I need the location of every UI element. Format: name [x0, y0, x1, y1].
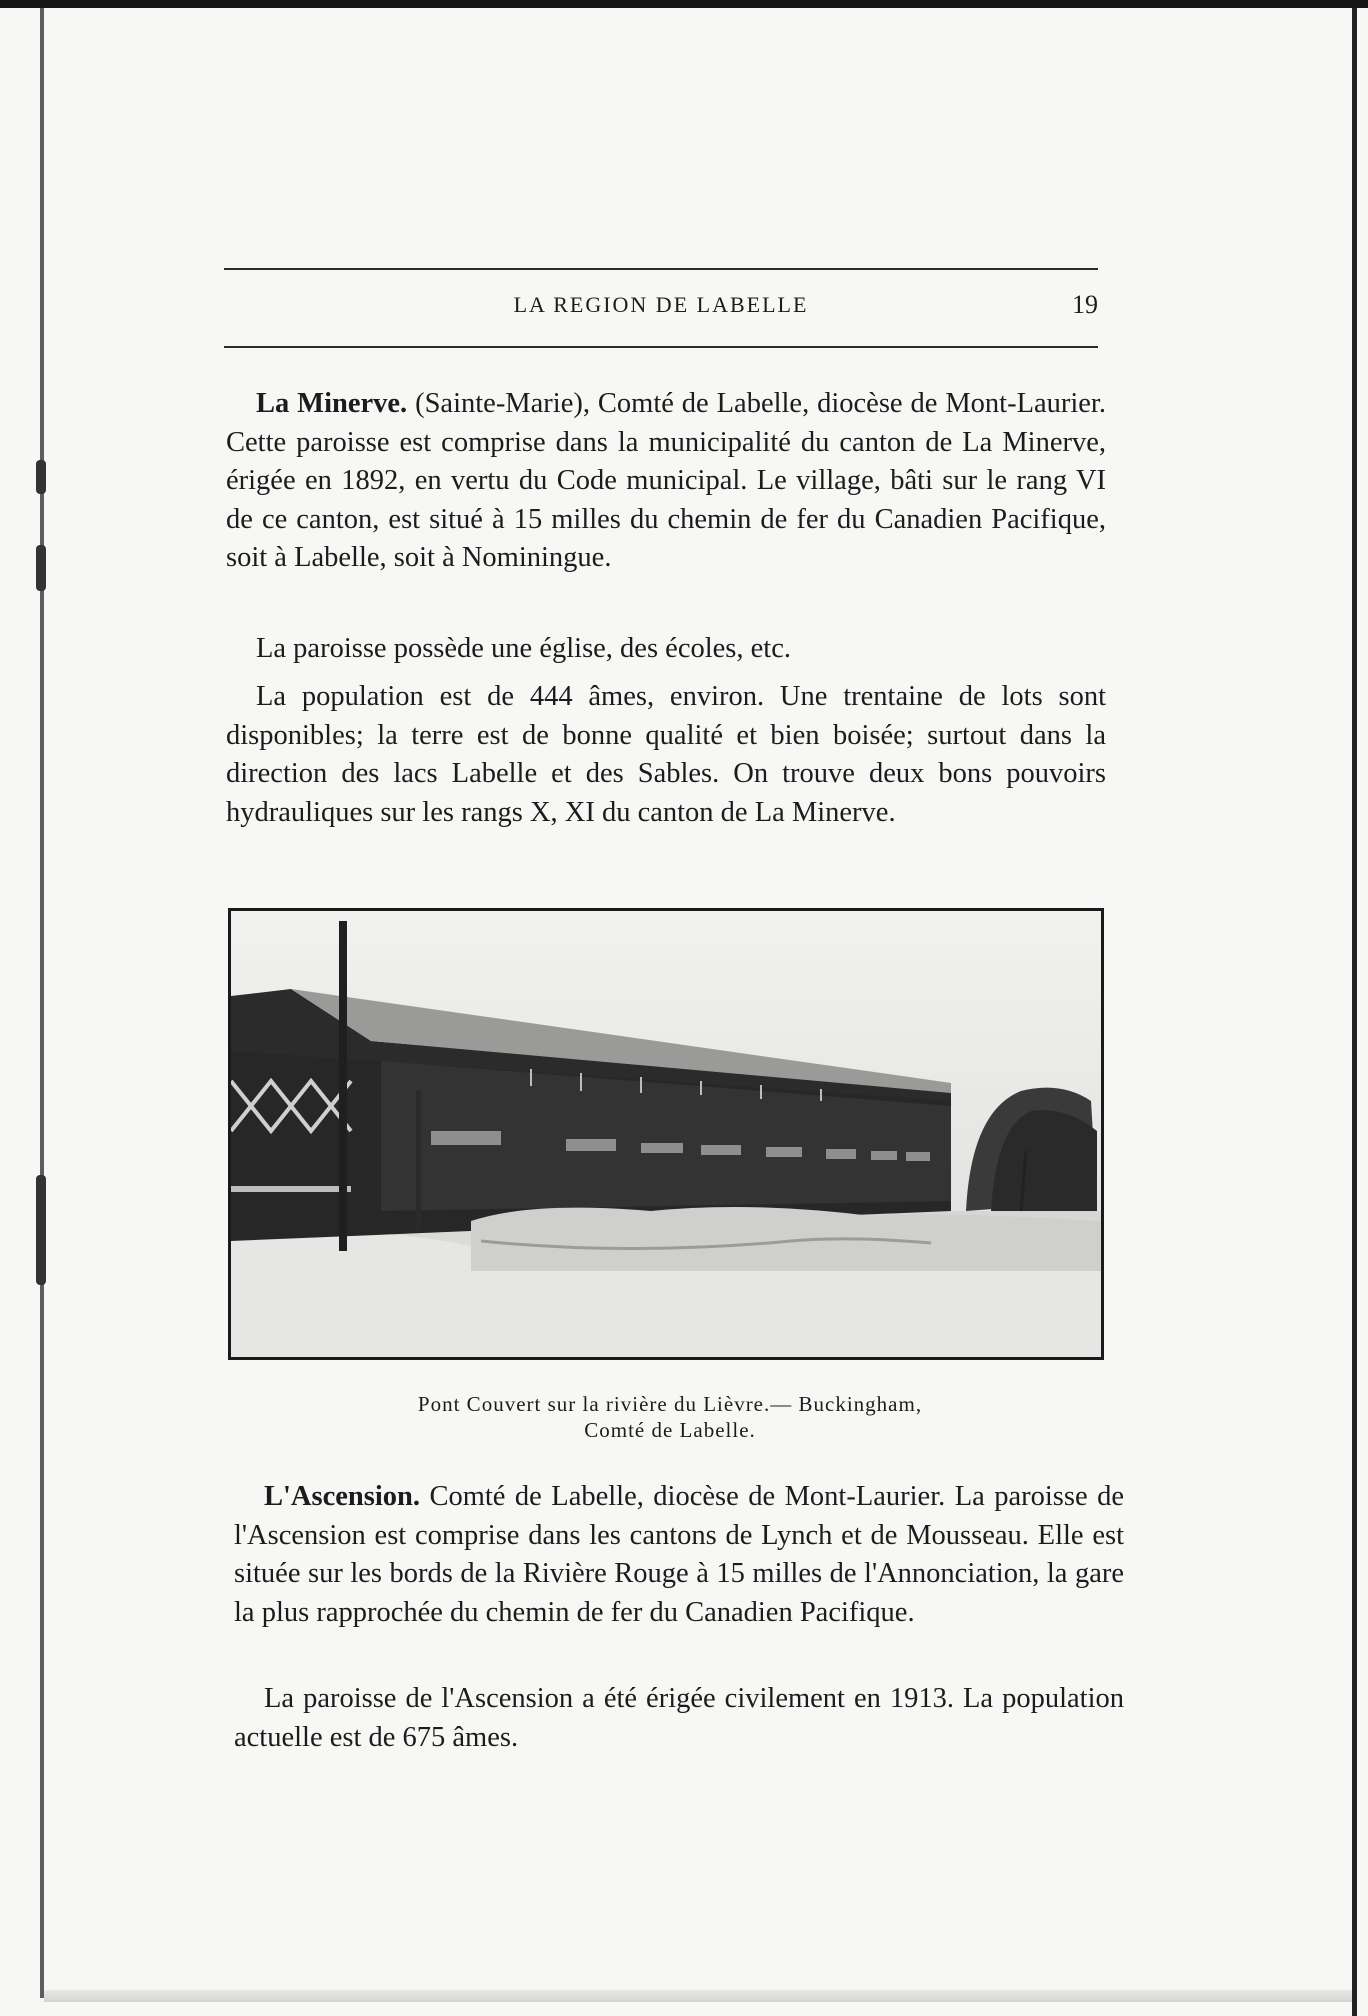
heading-la-minerve: La Minerve.	[256, 388, 408, 419]
binding-mark	[36, 460, 46, 494]
figure-caption-line-2: Comté de Labelle.	[584, 1418, 756, 1442]
left-page-edge	[40, 8, 44, 1998]
covered-bridge-photo	[228, 908, 1104, 1360]
paragraph-text: Comté de Labelle, diocèse de Mont-Laurier. La paroisse de l'Ascension est comprise dans les cantons de Lynch et de Mousseau. Elle est située sur les bords de la Rivière Rouge à 15 milles de l'Annonciation, la gare la plus rapprochée du chemin de fer du Canadien Pacifique.	[234, 1481, 1124, 1628]
heading-ascension: L'Ascension.	[264, 1481, 420, 1512]
right-page-edge	[1352, 8, 1357, 2016]
paragraph-la-minerve	[226, 385, 1106, 578]
paragraph-text: (Sainte-Marie), Comté de Labelle, diocèse de Mont-Laurier. Cette paroisse est comprise dans la municipalité du canton de La Minerve, érigée en 1892, en vertu du Code municipal. Le village, bâti sur le rang VI de ce canton, est situé à 15 milles du chemin de fer du Canadien Pacifique, soit à Labelle, soit à Nominingue.	[226, 388, 1106, 573]
paragraph-ascension	[234, 1478, 1124, 1632]
paragraph-population	[226, 678, 1106, 832]
bottom-page-edge	[44, 1990, 1352, 2002]
running-head-title: LA REGION DE LABELLE	[513, 292, 809, 317]
figure-caption-line-1: Pont Couvert sur la rivière du Lièvre.— Buckingham,	[417, 1392, 923, 1416]
paragraph-text: La paroisse de l'Ascension a été érigée civilement en 1913. La population actuelle est de 675 âmes.	[234, 1683, 1124, 1753]
header-rule-top	[224, 268, 1098, 270]
header-rule-bottom	[224, 346, 1098, 348]
running-head	[224, 292, 1098, 322]
paragraph-ascension-population	[234, 1680, 1124, 1757]
covered-bridge-illustration	[231, 911, 1101, 1357]
paragraph-text: La paroisse possède une église, des écoles, etc.	[256, 633, 791, 664]
binding-mark	[36, 1175, 46, 1285]
paragraph-text: La population est de 444 âmes, environ. Une trentaine de lots sont disponibles; la terre est de bonne qualité et bien boisée; surtout dans la direction des lacs Labelle et des Sables. On trouve deux bons pouvoirs hydrauliques sur les rangs X, XI du canton de La Minerve.	[226, 681, 1106, 828]
paragraph-eglise	[226, 630, 1106, 669]
binding-mark	[36, 545, 46, 591]
page-number: 19	[1072, 290, 1098, 319]
top-scan-border	[0, 0, 1368, 8]
